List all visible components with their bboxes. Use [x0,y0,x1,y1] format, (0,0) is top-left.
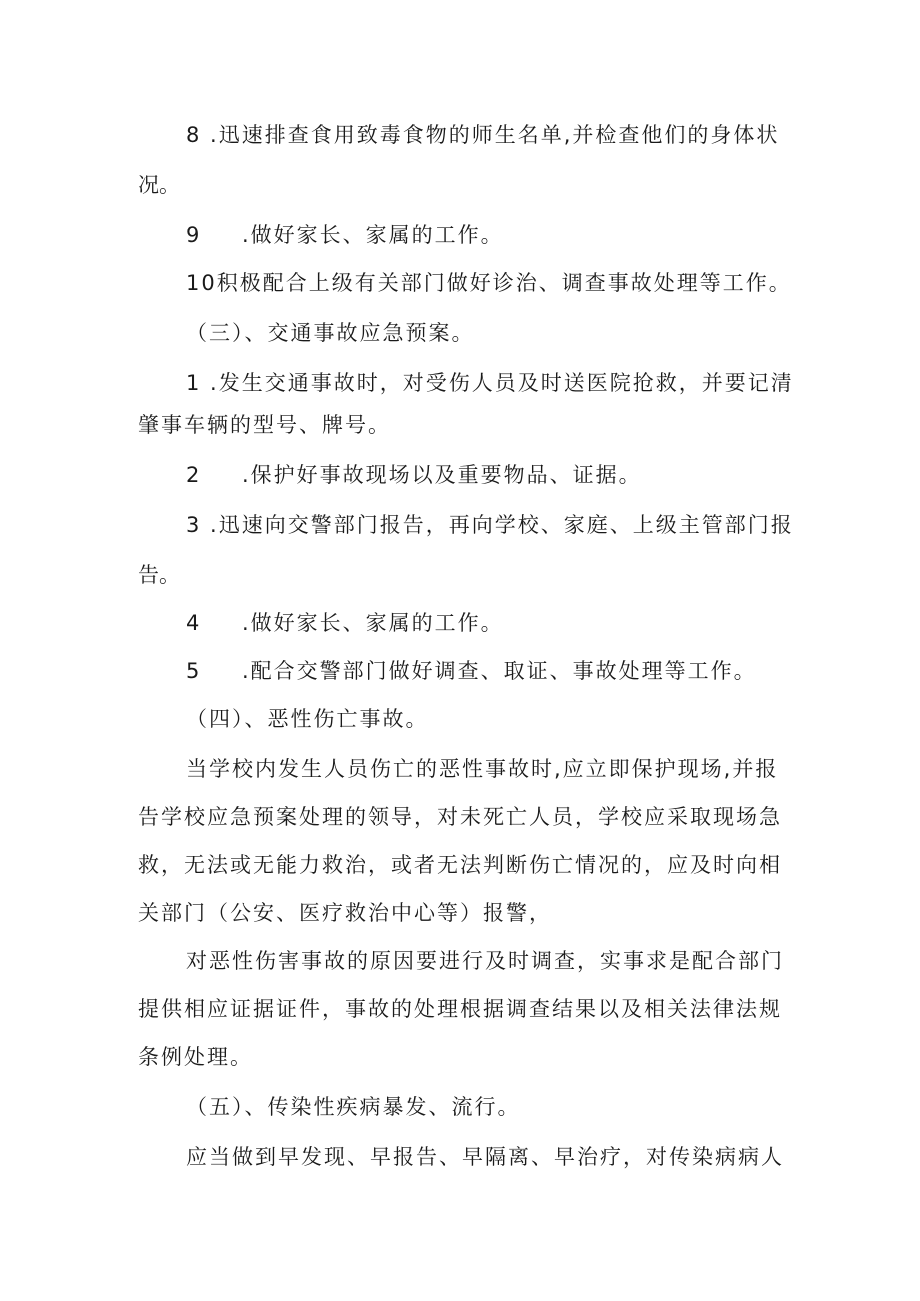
item-9-number: 9 [186,223,202,247]
section-4-para-1-line-3: 救，无法或无能力救治，或者无法判断伤亡情况的，应及时向相 [138,853,782,877]
traffic-item-2-number: 2 [186,463,202,487]
item-9 [186,220,504,250]
section-5-heading: （五）、传染性疾病暴发、流行。 [186,1095,521,1119]
traffic-item-3-line-2: 告。 [138,563,180,587]
section-4-para-2-line-2: 提供相应证据证件，事故的处理根据调查结果以及相关法律法规 [138,997,782,1021]
traffic-item-4-number: 4 [186,611,202,635]
traffic-item-2 [186,460,642,490]
section-4-para-1-line-2: 告学校应急预案处理的领导，对未死亡人员，学校应采取现场急 [138,805,782,829]
item-8-line-1: 8 .迅速排查食用致毒食物的师生名单,并检查他们的身体状 [186,123,780,147]
item-10: 10积极配合上级有关部门做好诊治、调查事故处理等工作。 [186,271,792,295]
section-5-para-1-line-1: 应当做到早发现、早报告、早隔离、早治疗，对传染病病人 [186,1145,784,1169]
traffic-item-4 [186,608,504,638]
section-3-heading: （三）、交通事故应急预案。 [186,321,475,345]
section-4-para-1-line-4: 关部门（公安、医疗救治中心等）报警， [138,901,552,925]
item-8-line-2: 况。 [138,173,180,197]
traffic-item-5 [186,656,757,686]
section-4-heading: （四）、恶性伤亡事故。 [186,707,429,731]
traffic-item-3-line-1: 3 .迅速向交警部门报告，再向学校、家庭、上级主管部门报 [186,513,794,537]
section-4-para-2-line-3: 条例处理。 [138,1045,253,1069]
section-4-para-2-line-1: 对恶性伤害事故的原因要进行及时调查，实事求是配合部门 [186,949,784,973]
traffic-item-1-line-1: 1 .发生交通事故时，对受伤人员及时送医院抢救，并要记清 [186,371,794,395]
section-4-para-1-line-1: 当学校内发生人员伤亡的恶性事故时,应立即保护现场,并报 [186,757,779,781]
traffic-item-2-text: .保护好事故现场以及重要物品、证据。 [242,463,642,487]
traffic-item-1-line-2: 肇事车辆的型号、牌号。 [138,413,391,437]
traffic-item-5-text: .配合交警部门做好调查、取证、事故处理等工作。 [242,659,757,683]
traffic-item-4-text: .做好家长、家属的工作。 [242,611,504,635]
traffic-item-5-number: 5 [186,659,202,683]
item-9-text: .做好家长、家属的工作。 [242,223,504,247]
